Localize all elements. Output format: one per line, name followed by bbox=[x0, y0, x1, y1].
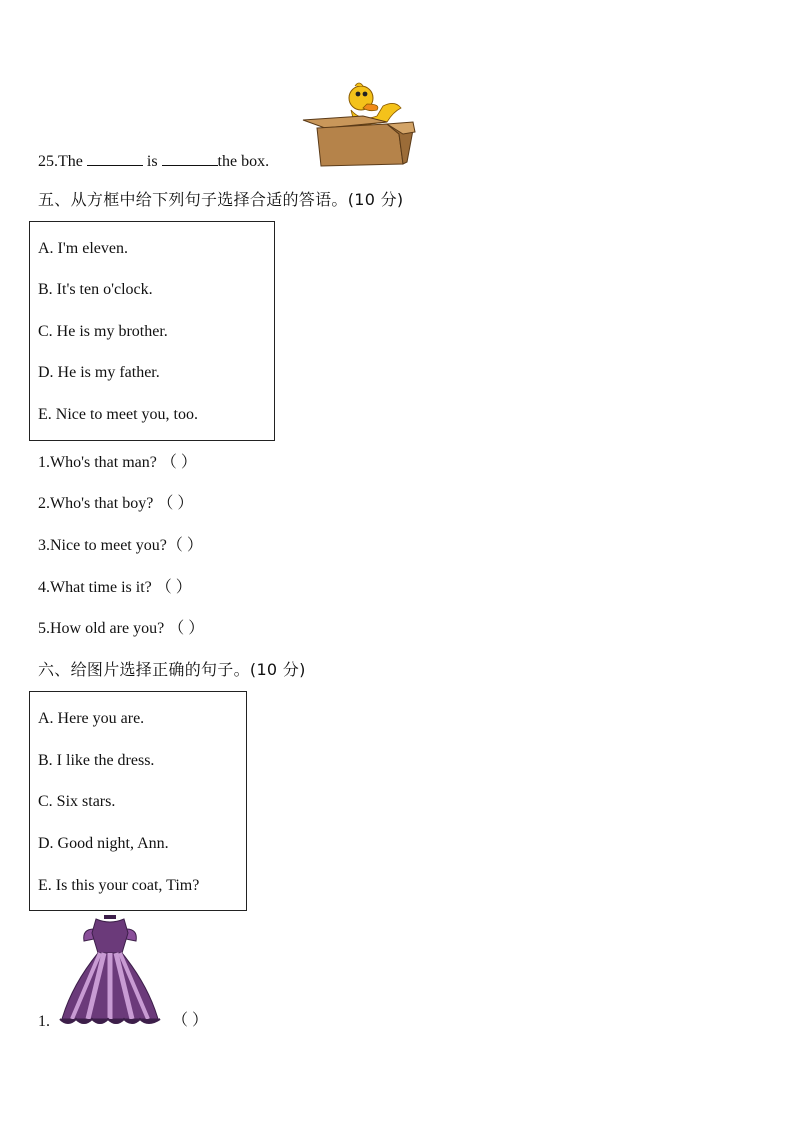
question-25-word-1: The bbox=[58, 153, 83, 170]
section-5-question-2 bbox=[38, 494, 193, 514]
section-5-question-5 bbox=[38, 619, 204, 639]
section-5-question-4 bbox=[38, 578, 192, 598]
answer-blank-1[interactable] bbox=[87, 151, 143, 166]
option-d: D. He is my father. bbox=[38, 364, 160, 381]
question-text: 2.Who's that boy? bbox=[38, 495, 154, 512]
option-c: C. He is my brother. bbox=[38, 323, 168, 340]
section-6-options-box bbox=[29, 691, 247, 911]
question-text: 5.How old are you? bbox=[38, 620, 165, 637]
answer-paren[interactable]: （ ） bbox=[166, 537, 203, 554]
answer-blank-2[interactable] bbox=[162, 151, 218, 166]
option-a: A. Here you are. bbox=[38, 710, 145, 727]
question-text: 4.What time is it? bbox=[38, 579, 152, 596]
question-25-word-3: the box. bbox=[217, 153, 270, 170]
section-5-question-3 bbox=[38, 536, 203, 556]
section-6-item-1-number: 1. bbox=[38, 1013, 50, 1030]
section-6-item-1-paren[interactable]: （ ） bbox=[172, 1012, 209, 1029]
section-5-question-1 bbox=[38, 453, 197, 473]
question-25-word-2: is bbox=[146, 153, 158, 170]
answer-paren[interactable]: （ ） bbox=[168, 620, 205, 637]
answer-paren[interactable]: （ ） bbox=[155, 579, 192, 596]
answer-paren[interactable]: （ ） bbox=[160, 454, 197, 471]
question-text: 1.Who's that man? bbox=[38, 454, 157, 471]
option-c: C. Six stars. bbox=[38, 793, 116, 810]
question-text: 3.Nice to meet you? bbox=[38, 537, 167, 554]
dress-icon bbox=[58, 915, 162, 1027]
question-25 bbox=[38, 151, 269, 172]
option-b: B. It's ten o'clock. bbox=[38, 281, 153, 298]
option-e: E. Nice to meet you, too. bbox=[38, 406, 198, 423]
section-5-title: 五、从方框中给下列句子选择合适的答语。(10 分) bbox=[38, 190, 404, 209]
section-6-title: 六、给图片选择正确的句子。(10 分) bbox=[38, 660, 306, 679]
duck-in-box-icon bbox=[303, 82, 415, 166]
option-d: D. Good night, Ann. bbox=[38, 835, 169, 852]
option-a: A. I'm eleven. bbox=[38, 240, 128, 257]
section-5-options-box bbox=[29, 221, 275, 441]
option-e: E. Is this your coat, Tim? bbox=[38, 877, 200, 894]
answer-paren[interactable]: （ ） bbox=[157, 495, 194, 512]
question-25-number: 25. bbox=[38, 153, 58, 170]
option-b: B. I like the dress. bbox=[38, 752, 155, 769]
